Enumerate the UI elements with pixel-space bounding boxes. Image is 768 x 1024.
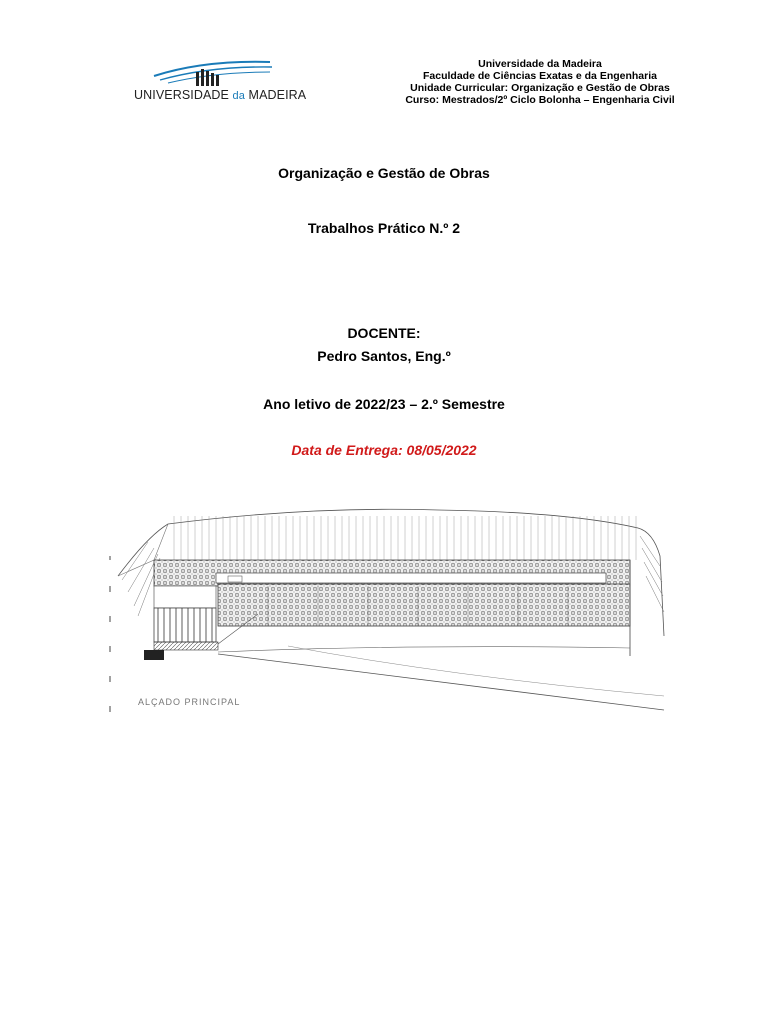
building-elevation-icon xyxy=(108,496,666,716)
work-title: Trabalhos Prático N.º 2 xyxy=(307,220,461,236)
logo-text xyxy=(134,88,306,102)
institution-header xyxy=(340,58,740,106)
logo-swoosh-icon xyxy=(134,58,284,88)
header-course-unit: Unidade Curricular: Organização e Gestão de Obras xyxy=(410,82,670,94)
header-degree: Curso: Mestrados/2º Ciclo Bolonha – Engenharia Civil xyxy=(405,94,675,106)
university-logo xyxy=(134,58,307,104)
logo-text-da: da xyxy=(232,90,245,102)
logo-text-main: UNIVERSIDADE xyxy=(134,88,233,102)
delivery-date: Data de Entrega: 08/05/2022 xyxy=(291,442,477,458)
elevation-drawing xyxy=(108,496,666,716)
academic-year: Ano letivo de 2022/23 – 2.º Semestre xyxy=(263,396,505,412)
drawing-label: ALÇADO PRINCIPAL xyxy=(138,697,241,707)
teacher-label: DOCENTE: xyxy=(347,325,421,341)
header-faculty: Faculdade de Ciências Exatas e da Engenharia xyxy=(422,70,657,82)
header-university: Universidade da Madeira xyxy=(478,58,602,70)
teacher-name: Pedro Santos, Eng.º xyxy=(317,348,451,364)
logo-text-end: MADEIRA xyxy=(244,88,307,102)
course-title: Organização e Gestão de Obras xyxy=(278,165,490,181)
